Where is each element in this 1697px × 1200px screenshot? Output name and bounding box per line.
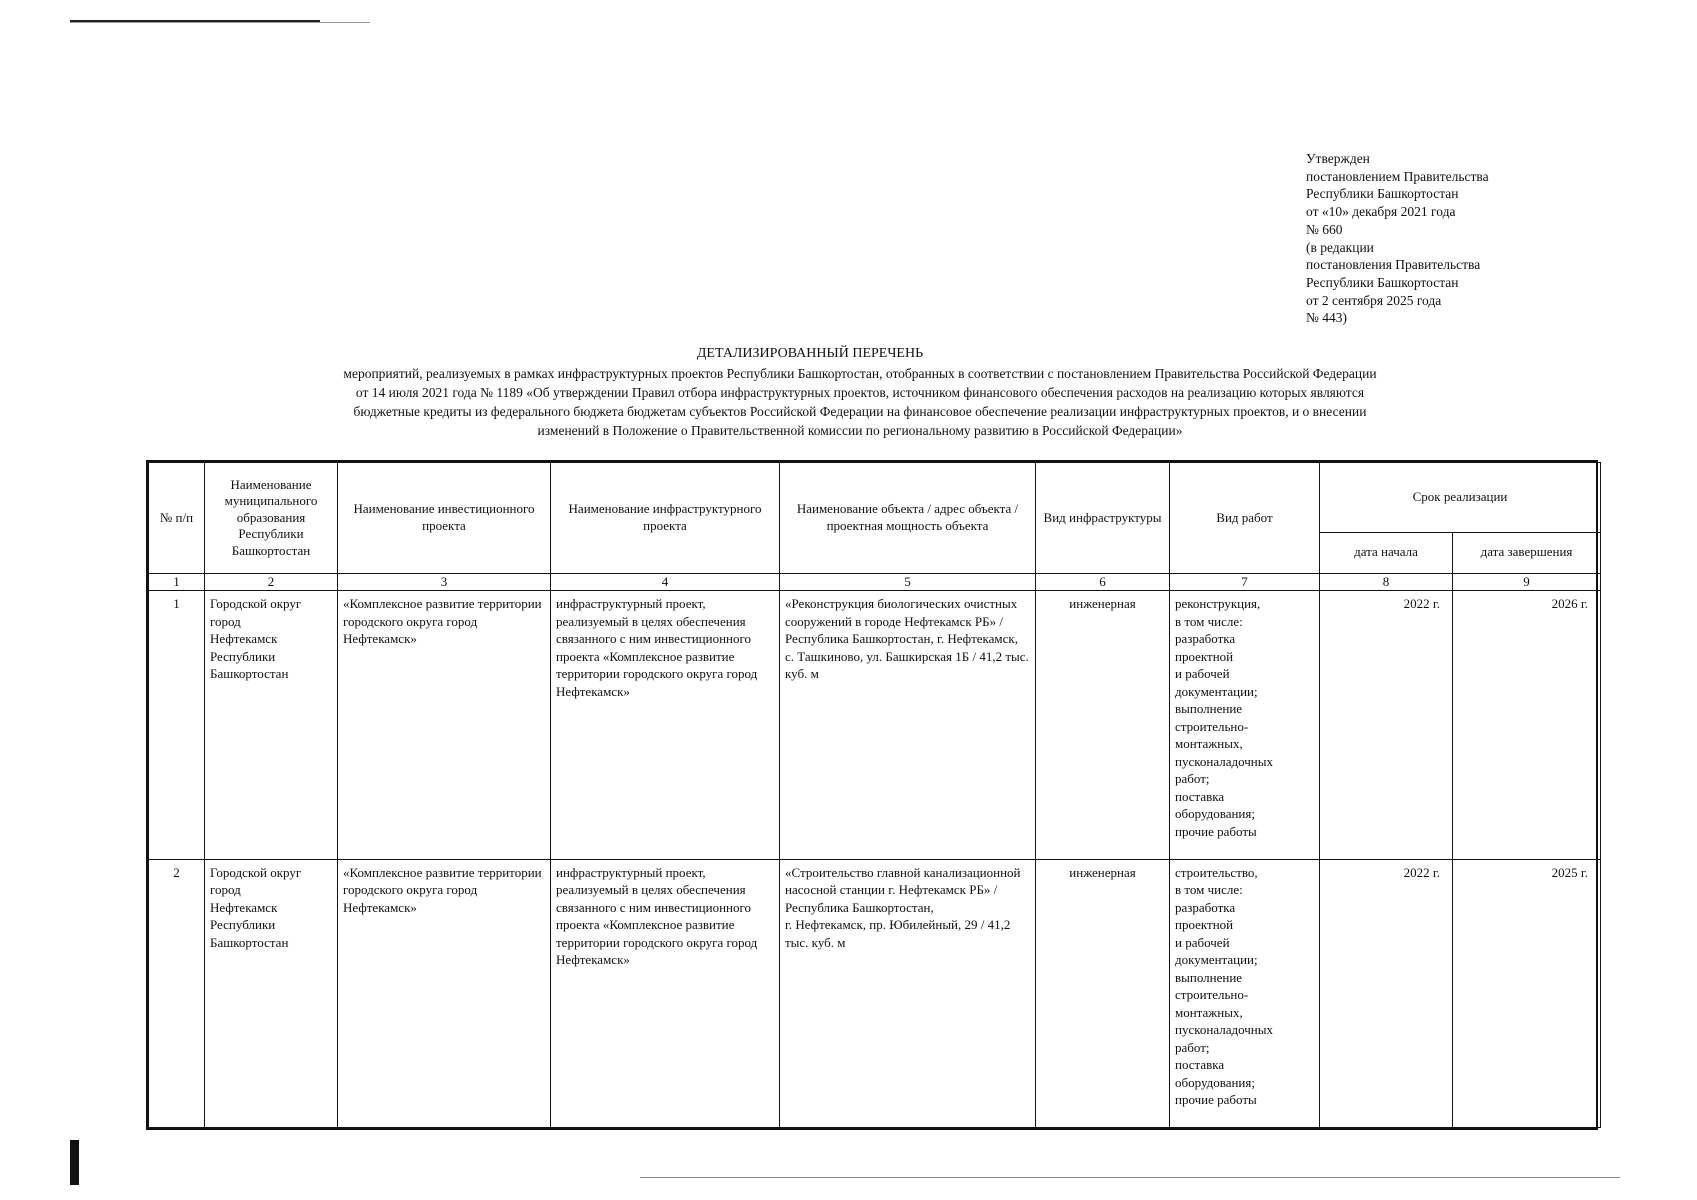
document-title: ДЕТАЛИЗИРОВАННЫЙ ПЕРЕЧЕНЬ bbox=[696, 346, 924, 361]
column-number: 6 bbox=[1036, 573, 1170, 590]
subtitle-line: изменений в Положение о Правительственной комиссии по региональному развитию в Российской Федерации» bbox=[537, 423, 1183, 438]
table-row bbox=[149, 859, 1601, 1127]
subtitle-line: бюджетные кредиты из федерального бюджета бюджетам субъектов Российской Федерации на финансовое обеспечение реализации инфраструктурных проектов, и о внесении bbox=[353, 404, 1367, 419]
approval-line: Утвержден bbox=[1306, 151, 1370, 166]
cell-infrastructure-project: инфраструктурный проект, реализуемый в целях обеспечения связанного с ним инвестиционного проекта «Комплексное развитие территории городского округа город Нефтекамск» bbox=[551, 859, 780, 1127]
header-start-date: дата начала bbox=[1320, 532, 1453, 573]
column-number: 2 bbox=[205, 573, 338, 590]
approval-line: № 443) bbox=[1306, 310, 1348, 326]
column-number: 7 bbox=[1170, 573, 1320, 590]
cell-investment-project: «Комплексное развитие территории городского округа город Нефтекамск» bbox=[338, 859, 551, 1127]
column-number: 4 bbox=[551, 573, 780, 590]
cell-municipality: Городской округ город Нефтекамск Республики Башкортостан bbox=[205, 859, 338, 1127]
scan-artifact-line bbox=[70, 22, 370, 23]
scan-artifact-line bbox=[640, 1177, 1620, 1178]
cell-start-date: 2022 г. bbox=[1320, 859, 1453, 1127]
column-number: 1 bbox=[149, 573, 205, 590]
header-municipality: Наименование муниципального образования Республики Башкортостан bbox=[205, 463, 338, 574]
approval-line: от «10» декабря 2021 года bbox=[1306, 204, 1456, 220]
header-object: Наименование объекта / адрес объекта / проектная мощность объекта bbox=[780, 463, 1036, 574]
cell-work-type: реконструкция, в том числе: разработка проектной и рабочей документации; выполнение строительно- монтажных, пусконаладочных работ; поставка оборудования; прочие работы bbox=[1170, 591, 1320, 859]
cell-municipality: Городской округ город Нефтекамск Республики Башкортостан bbox=[205, 591, 338, 859]
cell-object: «Строительство главной канализационной насосной станции г. Нефтекамск РБ» / Республика Башкортостан, г. Нефтекамск, пр. Юбилейный, 29 / 41,2 тыс. куб. м bbox=[780, 859, 1036, 1127]
cell-object: «Реконструкция биологических очистных сооружений в городе Нефтекамск РБ» / Республика Башкортостан, г. Нефтекамск, с. Ташкиново, ул. Башкирская 1Б / 41,2 тыс. куб. м bbox=[780, 591, 1036, 859]
approval-line: Республики Башкортостан bbox=[1306, 274, 1459, 290]
approval-line: Республики Башкортостан bbox=[1306, 186, 1459, 202]
header-infrastructure-type: Вид инфраструктуры bbox=[1036, 463, 1170, 574]
approval-line: (в редакции bbox=[1306, 239, 1374, 255]
approval-line: № 660 bbox=[1306, 221, 1343, 237]
column-number: 8 bbox=[1320, 573, 1453, 590]
header-work-type: Вид работ bbox=[1170, 463, 1320, 574]
cell-work-type: строительство, в том числе: разработка проектной и рабочей документации; выполнение строительно- монтажных, пусконаладочных работ; поставка оборудования; прочие работы bbox=[1170, 859, 1320, 1127]
approval-stamp bbox=[1306, 150, 1546, 327]
cell-num: 1 bbox=[149, 591, 205, 859]
table-row bbox=[149, 591, 1601, 859]
projects-table bbox=[146, 460, 1598, 1130]
approval-line: постановления Правительства bbox=[1306, 257, 1481, 273]
approval-line: постановлением Правительства bbox=[1306, 168, 1489, 184]
cell-infrastructure-type: инженерная bbox=[1036, 859, 1170, 1127]
column-number: 3 bbox=[338, 573, 551, 590]
cell-infrastructure-project: инфраструктурный проект, реализуемый в целях обеспечения связанного с ним инвестиционного проекта «Комплексное развитие территории городского округа город Нефтекамск» bbox=[551, 591, 780, 859]
cell-end-date: 2026 г. bbox=[1453, 591, 1601, 859]
header-num: № п/п bbox=[149, 463, 205, 574]
header-end-date: дата завершения bbox=[1453, 532, 1601, 573]
subtitle-line: от 14 июля 2021 года № 1189 «Об утверждении Правил отбора инфраструктурных проектов, источником финансового обеспечения расходов на реализацию которых являются bbox=[355, 385, 1365, 400]
document-subtitle bbox=[260, 364, 1460, 440]
header-infrastructure-project: Наименование инфраструктурного проекта bbox=[551, 463, 780, 574]
header-investment-project: Наименование инвестиционного проекта bbox=[338, 463, 551, 574]
subtitle-line: мероприятий, реализуемых в рамках инфраструктурных проектов Республики Башкортостан, отобранных в соответствии с постановлением Правительства Российской Федерации bbox=[343, 366, 1377, 381]
scan-artifact-edge bbox=[70, 1140, 79, 1185]
cell-num: 2 bbox=[149, 859, 205, 1127]
cell-infrastructure-type: инженерная bbox=[1036, 591, 1170, 859]
column-number: 9 bbox=[1453, 573, 1601, 590]
cell-end-date: 2025 г. bbox=[1453, 859, 1601, 1127]
approval-line: от 2 сентября 2025 года bbox=[1306, 292, 1442, 308]
column-number: 5 bbox=[780, 573, 1036, 590]
header-period: Срок реализации bbox=[1320, 463, 1601, 533]
cell-investment-project: «Комплексное развитие территории городского округа город Нефтекамск» bbox=[338, 591, 551, 859]
cell-start-date: 2022 г. bbox=[1320, 591, 1453, 859]
